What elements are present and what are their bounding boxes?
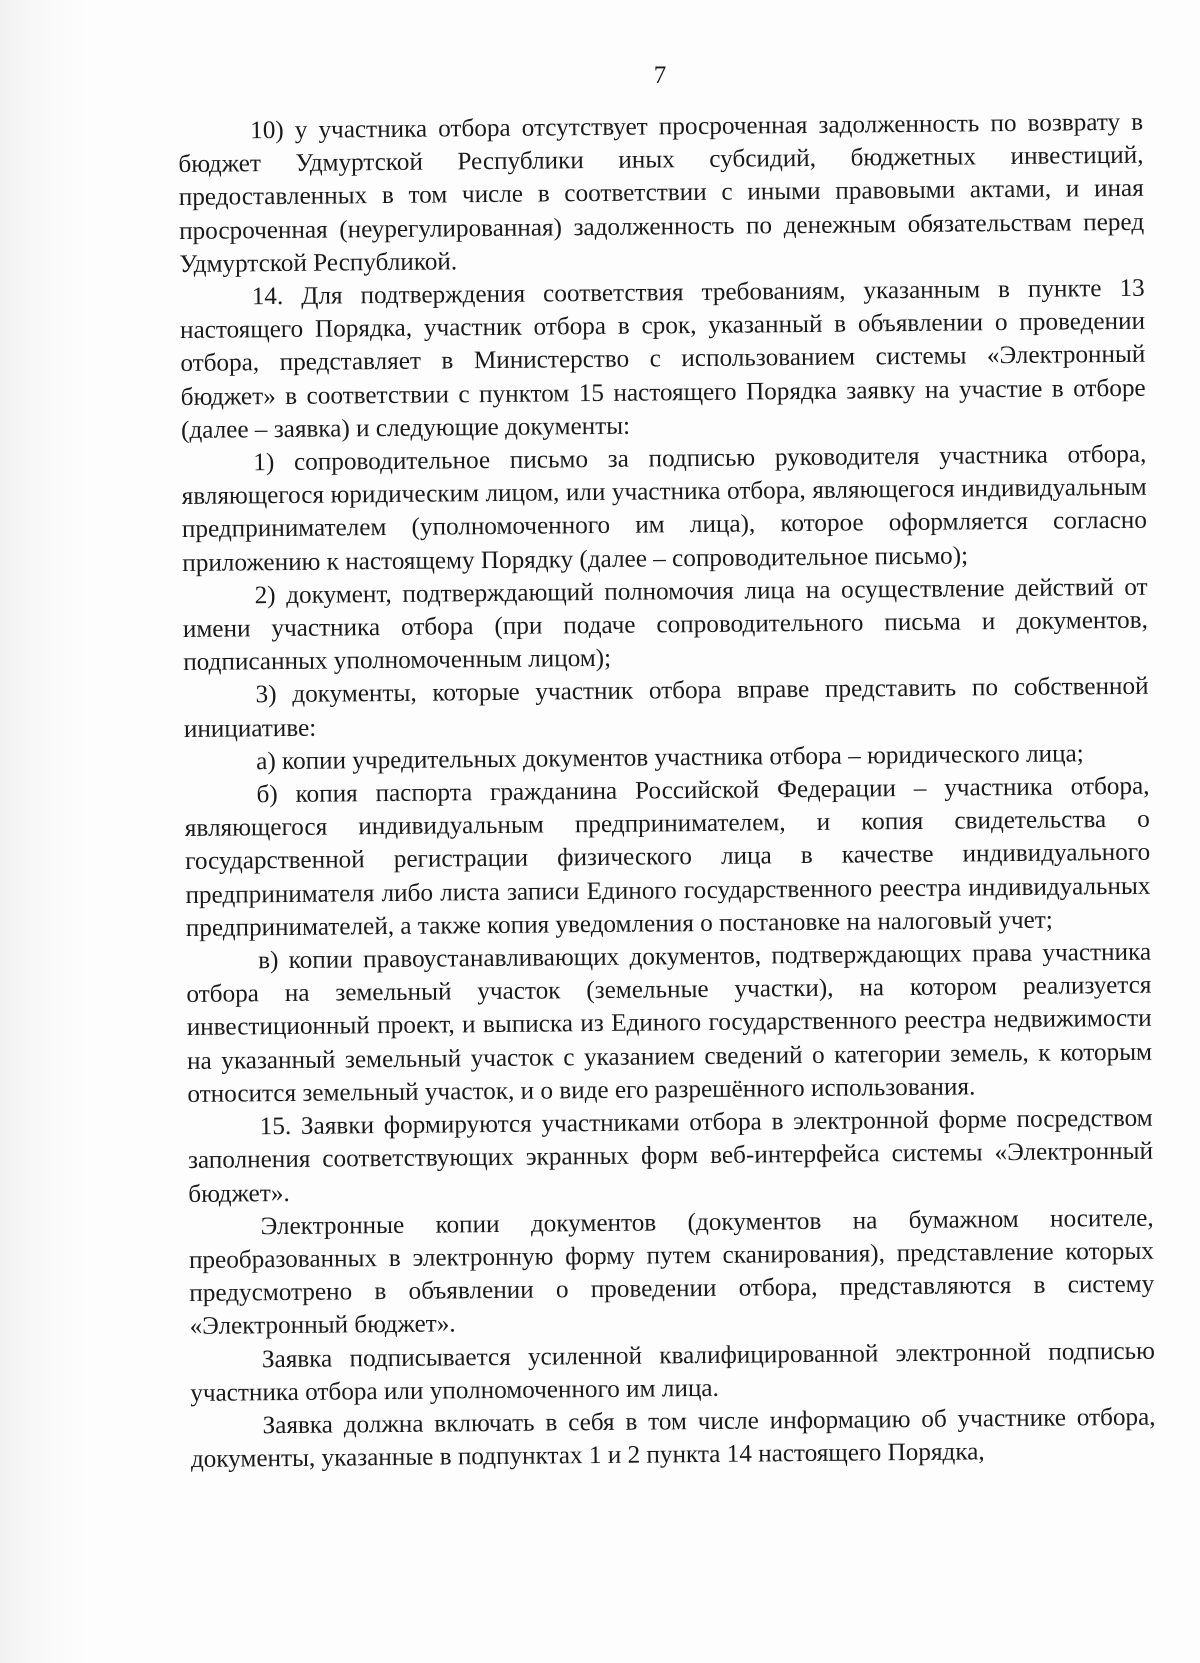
paragraph-electronic-copies: Электронные копии документов (документов на бумажном носителе, преобразованных в электронную форму путем сканирования), представление которых предусмотрено в объявлении о проведении отбора, представляются в систему «Электронный бюджет». bbox=[188, 1204, 1155, 1341]
paragraph-subitem-b: б) копия паспорта гражданина Российской Федерации – участника отбора, являющегося индивидуальным предпринимателем, и копия свидетельства о государственной регистрации физического лица в качестве индивидуального предпринимателя либо листа записи Единого государственного реестра индивидуальных предпринимателей, а также копия уведомления о постановке на налоговый учет; bbox=[184, 772, 1151, 942]
paragraph-clause-15: 15. Заявки формируются участниками отбора в электронной форме посредством заполнения соответствующих экранных форм веб-интерфейса системы «Электронный бюджет». bbox=[187, 1104, 1154, 1208]
paragraph-subitem-a: а) копии учредительных документов участника отбора – юридического лица; bbox=[256, 740, 1084, 776]
paragraph-subitem-3: 3) документы, которые участник отбора вправе представить по собственной инициативе: bbox=[183, 673, 1149, 743]
paragraph-subitem-v: в) копии правоустанавливающих документов, подтверждающих права участника отбора на земельный участок (земельные участки), на котором реализуется инвестиционный проект, и выписка из Единого государственного реестра недвижимости на указанный земельный участок с указанием сведений о категории земель, к которым относится земельный участок, и о виде его разрешённого использования. bbox=[186, 938, 1153, 1108]
paragraph-application-content: Заявка должна включать в себя в том числе информацию об участнике отбора, документы, указанные в подпунктах 1 и 2 пункта 14 настоящего Порядка, bbox=[190, 1403, 1156, 1474]
paragraph-subitem-1: 1) сопроводительное письмо за подписью руководителя участника отбора, являющегося юридическим лицом, или участника отбора, являющегося индивидуальным предпринимателем (уполномоченного им лица), которое оформляется согласно приложению к настоящему Порядку (далее – сопроводительное письмо); bbox=[181, 440, 1148, 577]
page-number: 7 bbox=[653, 62, 667, 89]
paragraph-subitem-10: 10) у участника отбора отсутствует просроченная задолженность по возврату в бюджет Удмуртской Республики иных субсидий, бюджетных инвестиций, предоставленных в том числе в соответствии с иными правовыми актами, и иная просроченная (неурегулированная) задолженность по денежным обязательствам перед Удмуртской Республикой. bbox=[178, 108, 1145, 278]
paragraph-signature: Заявка подписывается усиленной квалифицированной электронной подписью участника отбора или уполномоченного им лица. bbox=[190, 1337, 1156, 1407]
scan-shadow-edge bbox=[0, 0, 90, 1663]
paragraph-clause-14: 14. Для подтверждения соответствия требованиям, указанным в пункте 13 настоящего Порядка, участник отбора в срок, указанный в объявлении о проведении отбора, представляет в Министерство с использованием системы «Электронный бюджет» в соответствии с пунктом 15 настоящего Порядка заявку на участие в отборе (далее – заявка) и следующие документы: bbox=[179, 274, 1146, 444]
document-body bbox=[178, 106, 1156, 1477]
paragraph-subitem-2: 2) документ, подтверждающий полномочия лица на осуществление действий от имени участника отбора (при подаче сопроводительного письма и документов, подписанных уполномоченным лицом); bbox=[182, 573, 1149, 677]
